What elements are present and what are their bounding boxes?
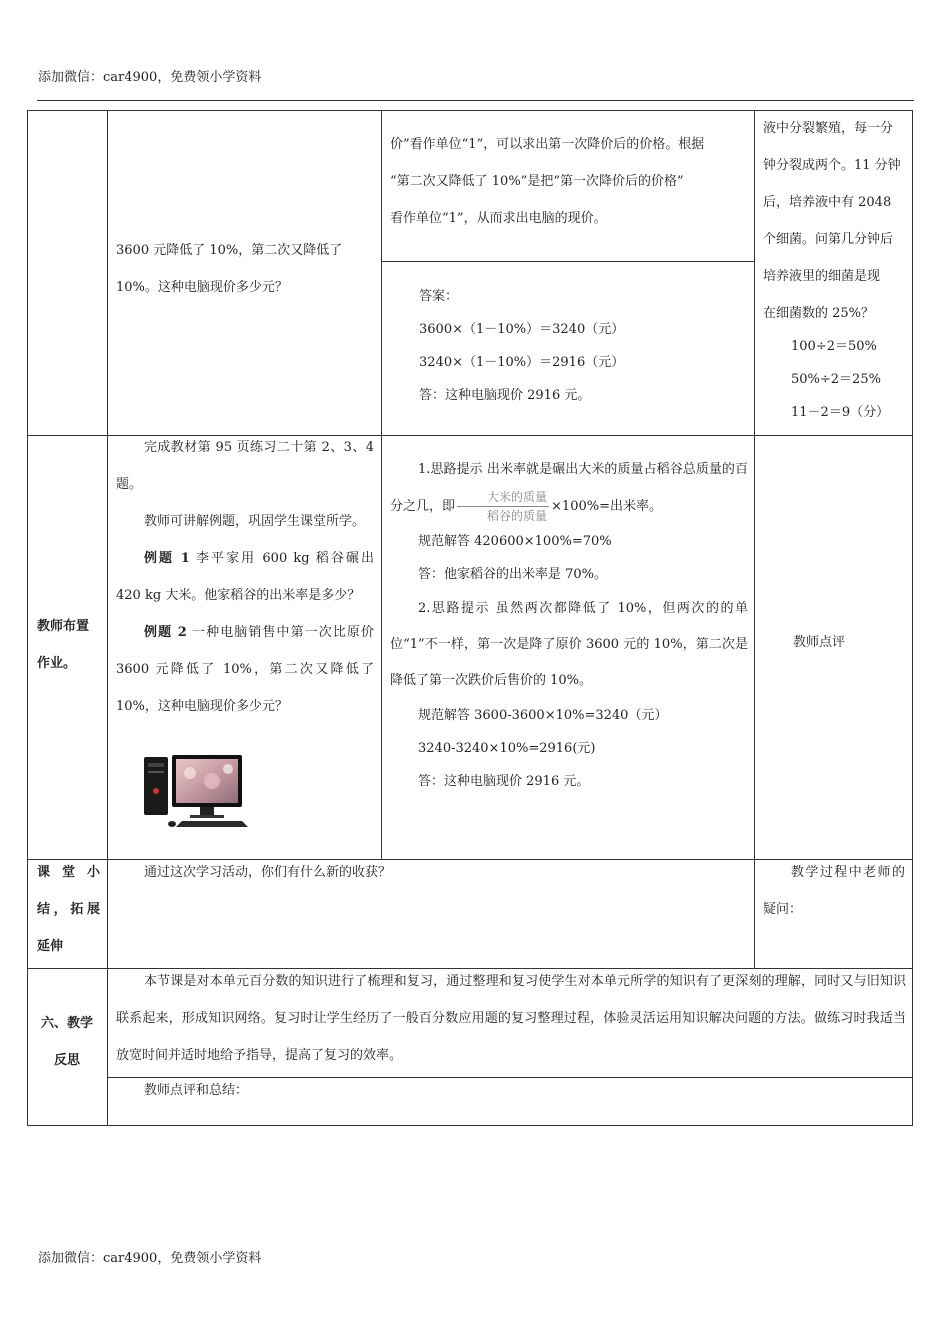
summary-label: 课 堂 小 结，拓展 延伸 <box>37 865 100 954</box>
text-line: 液中分裂繁殖，每一分 <box>763 121 894 136</box>
text-line: 价”看作单位“1”，可以求出第一次降价后的价格。根据 <box>390 137 705 152</box>
reflection-label <box>27 1005 107 1079</box>
page-header: 添加微信：car4900，免费领小学资料 <box>38 70 262 85</box>
text-line: 100÷2＝50% <box>791 339 877 354</box>
row1-right <box>763 110 908 332</box>
text-line: 3240×（1－10%）＝2916（元） <box>419 355 625 370</box>
label-line: 反思 <box>53 1053 80 1068</box>
reflection-comment <box>116 1072 906 1109</box>
fraction <box>457 488 549 525</box>
homework-p1: 完成教材第 95 页练习二十第 2、3、4 题。 <box>116 440 374 492</box>
text-line: 个细菌。问第几分钟后 <box>763 232 894 247</box>
summary-question: 通过这次学习活动，你们有什么新的收获？ <box>144 865 392 880</box>
text-line: 看作单位“1”，从而求出电脑的现价。 <box>390 211 607 226</box>
text-line: 50%÷2＝25% <box>791 372 881 387</box>
summary-text <box>116 854 746 891</box>
text-line: 在细菌数的 25%？ <box>763 306 875 321</box>
fraction-denominator: 稻谷的质量 <box>487 509 548 523</box>
page-footer: 添加微信：car4900，免费领小学资料 <box>38 1251 262 1266</box>
row1-answer <box>419 280 749 412</box>
solution-1-answer: 规范解答 420600×100%=70% <box>418 534 612 549</box>
row1-right-calc <box>791 330 909 429</box>
row1-thought <box>390 126 748 237</box>
label-line: 六、教学 <box>40 1016 93 1031</box>
label-line: 作业。 <box>37 656 77 671</box>
summary-right <box>763 854 905 928</box>
homework-solutions <box>390 452 748 798</box>
homework-tasks <box>116 429 374 725</box>
solution-2-answer-1: 规范解答 3600-3600×10%=3240（元） <box>418 708 668 723</box>
reflection-paragraph: 本节课是对本单元百分数的知识进行了梳理和复习，通过整理和复习使学生对本单元所学的知识有了更深刻的理解，同时又与旧知识联系起来，形成知识网络。复习时让学生经历了一般百分数应用题的复习整理过程，体验灵活运用知识解决问题的方法。做练习时我适当放宽时间并适时地给予指导，提高了复习的效率。 <box>116 974 906 1063</box>
example-2 <box>116 614 374 725</box>
solution-2-answer-2: 3240-3240×10%=2916(元) <box>418 741 596 756</box>
text-line: 3600 元降低了 10%，第二次又降低了 <box>116 243 343 258</box>
header-rule <box>37 100 914 101</box>
solution-1-post: ×100%=出米率。 <box>551 499 662 514</box>
homework-label <box>37 608 103 682</box>
solution-2: 2.思路提示 虽然两次都降低了 10%，但两次的的单位“1”不一样，第一次是降了原价 3600 元的 10%，第二次是降低了第一次跌价后售价的 10%。 <box>390 601 748 688</box>
teacher-comment: 教师点评 <box>793 635 846 650</box>
solution-1 <box>390 452 748 525</box>
text-line: 3600×（1－10%）＝3240（元） <box>419 322 625 337</box>
text-line: 11－2＝9（分） <box>791 405 890 420</box>
example-2-title: 例题 2 <box>144 625 187 640</box>
computer-image <box>142 751 254 831</box>
text-line: 答案： <box>419 289 459 304</box>
reflection-text <box>116 963 906 1074</box>
solution-1-answer-2: 答：他家稻谷的出米率是 70%。 <box>418 567 608 582</box>
solution-1-pre: 1.思路提示 出米率就是碾出大米的质量占稻谷总质量的百分之几，即 <box>390 462 748 514</box>
solution-2-answer-3: 答：这种电脑现价 2916 元。 <box>418 774 590 789</box>
text-line: 后，培养液中有 2048 <box>763 195 892 210</box>
text-line: 培养液里的细菌是现 <box>763 269 881 284</box>
reflection-comment-text: 教师点评和总结： <box>144 1083 249 1098</box>
example-2-text: 一种电脑销售中第一次比原价 3600 元降低了 10%，第二次又降低了 10%，这种电脑现价多少元？ <box>116 625 374 714</box>
homework-p2: 教师可讲解例题，巩固学生课堂所学。 <box>144 514 366 529</box>
text-line: 钟分裂成两个。11 分钟 <box>763 158 901 173</box>
row1-problem <box>116 232 374 306</box>
keyboard-shape <box>176 821 248 827</box>
text-line: “第二次又降低了 10%”是把“第一次降价后的价格” <box>390 174 684 189</box>
text-line: 答：这种电脑现价 2916 元。 <box>419 388 591 403</box>
example-1 <box>116 540 374 614</box>
example-1-text: 李平家用 600 kg 稻谷碾出 420 kg 大米。他家稻谷的出米率是多少？ <box>116 551 374 603</box>
fraction-numerator: 大米的质量 <box>457 488 549 507</box>
label-line: 教师布置 <box>37 619 90 634</box>
example-1-title: 例题 1 <box>144 551 190 566</box>
summary-right-text: 教学过程中老师的疑问： <box>763 865 905 917</box>
text-line: 10%。这种电脑现价多少元？ <box>116 280 288 295</box>
